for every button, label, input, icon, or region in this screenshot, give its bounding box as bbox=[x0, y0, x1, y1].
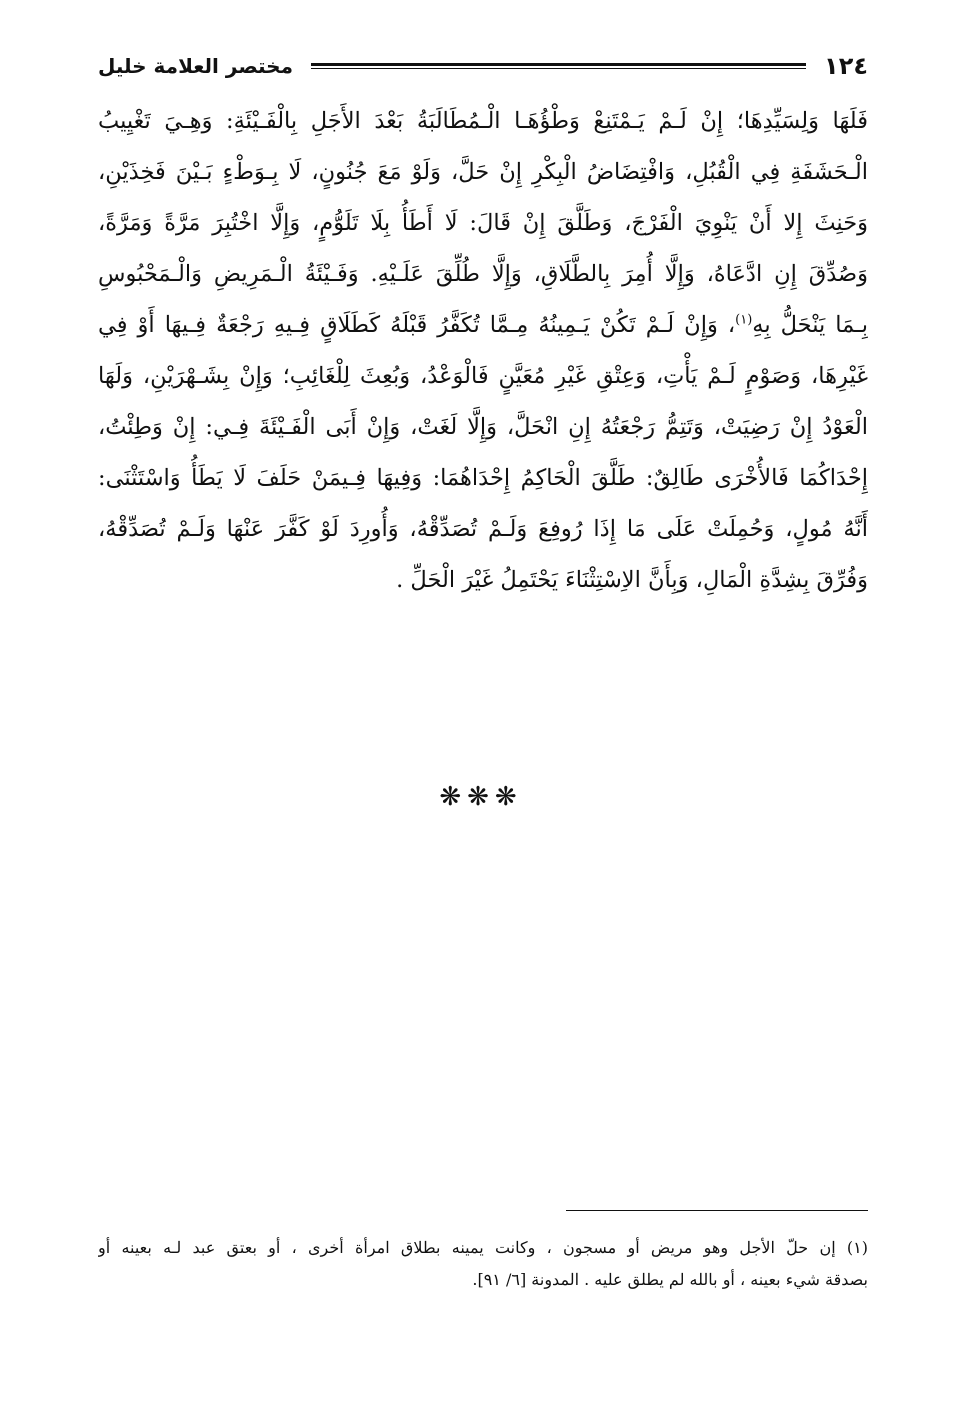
text-line: وَصُدِّقَ إِنِ ادَّعَاهُ، وَإِلَّا أُمِرَ بِالطَّلَاقِ، وَإِلَّا طُلِّقَ عَلَـيْهِ. وَفَـيْئَةُ الْـمَرِيضِ وَالْـمَحْبُوسِ bbox=[98, 261, 868, 287]
text-line: فَلَهَا وَلِسَيِّدِهَا؛ إِنْ لَـمْ يَـمْتَنِعْ وَطْؤُهَـا الْـمُطَالَبَةُ بَعْدَ الأَجَلِ بِالْفَـيْئَةِ: وَهِـيَ تَغْيِيبُ bbox=[98, 108, 868, 134]
text-line: وَفُرِّقَ بِشِدَّةِ الْمَالِ، وَبِأَنَّ الاِسْتِثْنَاءَ يَحْتَمِلُ غَيْرَ الْحَلِّ . bbox=[396, 567, 868, 593]
footnote-reference[interactable]: (١) bbox=[735, 312, 753, 328]
page-header bbox=[98, 48, 868, 84]
text-line-start: بِـمَا يَنْحَلُّ بِهِ bbox=[752, 312, 868, 338]
text-line: أَنَّهُ مُولٍ، وَحُمِلَتْ عَلَى مَا إِذَا رُوفِعَ وَلَـمْ تُصَدِّقْهُ، وَأُورِدَ لَوْ كَفَّرَ عَنْهَا وَلَـمْ تُصَدِّقْهُ، bbox=[98, 516, 868, 542]
text-line-rest: ، وَإِنْ لَـمْ تَكُنْ يَـمِينُهُ مِـمَّا تُكَفَّرُ قَبْلَهُ كَطَلَاقٍ فِـيهِ رَجْعَةٌ فِـيهَا أَوْ فِي bbox=[98, 312, 736, 338]
text-line: الْعَوْدُ إِنْ رَضِيَتْ، وَتَتِمُّ رَجْعَتُهُ إِنِ انْحَلَّ، وَإِلَّا لَغَتْ، وَإِنْ أَبَى الْفَـيْئَةَ فِـي: إِنْ وَطِئْتُ، bbox=[98, 414, 868, 440]
footnotes bbox=[98, 1232, 868, 1296]
text-line-with-footnote bbox=[98, 300, 868, 351]
text-line: وَحَنِثَ إِلا أَنْ يَنْوِيَ الْفَرْجَ، وَطَلَّقَ إِنْ قَالَ: لَا أَطَأُ بِلَا تَلَوُّمٍ، وَإِلَّا اخْتُبِرَ مَرَّةً وَمَرَّةً، bbox=[98, 210, 868, 236]
page-number: ١٢٤ bbox=[824, 52, 868, 80]
header-rule bbox=[311, 63, 806, 69]
footnote-line: بصدقة شيء بعينه ، أو بالله لم يطلق عليه . المدونة [٦/ ٩١]. bbox=[472, 1270, 868, 1289]
text-line: غَيْرِهَا، وَصَوْمٍ لَـمْ يَأْتِ، وَعِتْقِ غَيْرِ مُعَيَّنٍ فَالْوَعْدُ، وَبُعِثَ لِلْغَائِبِ؛ وَإِنْ بِشَـهْرَيْنِ، وَلَهَا bbox=[98, 363, 868, 389]
footnote-line: (١) إن حلّ الأجل وهو مريض أو مسجون ، وكانت يمينه بطلاق امرأة أخرى ، أو بعتق عبد لـه بعينه أو bbox=[98, 1238, 868, 1257]
text-line: إِحْدَاكُمَا فَالأُخْرَى طَالِقٌ: طَلَّقَ الْحَاكِمُ إِحْدَاهُمَا: وَفِيهَا فِـيمَنْ حَلَفَ لَا يَطَأُ وَاسْتَثْنَى: bbox=[98, 465, 868, 491]
book-title: مختصر العلامة خليل bbox=[98, 54, 293, 78]
body-text bbox=[98, 96, 868, 606]
footnote-divider bbox=[566, 1210, 868, 1211]
section-separator: ❋❋❋ bbox=[439, 782, 523, 812]
text-line: الْـحَشَفَةِ فِي الْقُبُلِ، وَافْتِضَاضُ الْبِكْرِ إِنْ حَلَّ، وَلَوْ مَعَ جُنُونٍ، لَا بِـوَطْءٍ بَـيْنَ فَخِذَيْنِ، bbox=[98, 159, 868, 185]
